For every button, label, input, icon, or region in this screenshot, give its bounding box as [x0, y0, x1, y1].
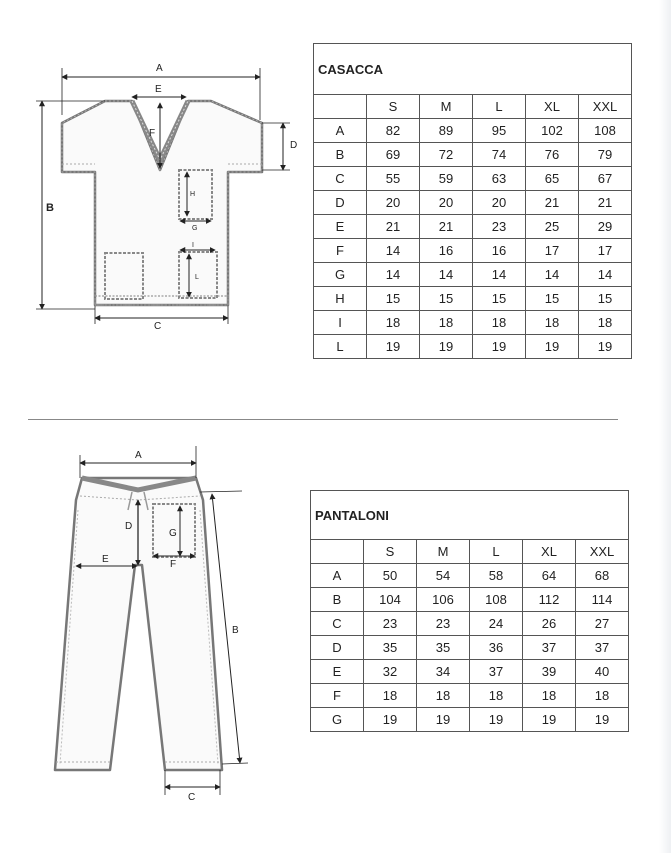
- header-cell: XL: [526, 95, 579, 119]
- table-cell: 23: [417, 612, 470, 636]
- row-label: G: [311, 708, 364, 732]
- table-cell: 15: [367, 287, 420, 311]
- table-cell: 21: [367, 215, 420, 239]
- page-edge-shade: [659, 0, 671, 853]
- table-cell: 40: [576, 660, 629, 684]
- table-row: [314, 167, 632, 191]
- table-cell: 18: [576, 684, 629, 708]
- table-cell: 106: [417, 588, 470, 612]
- table-row: [314, 287, 632, 311]
- table-cell: 19: [420, 335, 473, 359]
- table-cell: 14: [526, 263, 579, 287]
- table-cell: 17: [526, 239, 579, 263]
- table-cell: 14: [579, 263, 632, 287]
- table-title: CASACCA: [314, 44, 632, 95]
- table-cell: 16: [420, 239, 473, 263]
- dim-label-e: E: [102, 554, 109, 565]
- table-cell: 20: [367, 191, 420, 215]
- table-row: [314, 119, 632, 143]
- table-cell: 63: [473, 167, 526, 191]
- table-cell: 108: [470, 588, 523, 612]
- dim-label-e: E: [155, 84, 162, 95]
- dim-label-f: F: [149, 128, 156, 139]
- row-label: D: [311, 636, 364, 660]
- table-cell: 15: [473, 287, 526, 311]
- table-cell: 69: [367, 143, 420, 167]
- table-title-row: [314, 44, 632, 95]
- dim-label-i: I: [192, 242, 194, 249]
- header-cell: L: [470, 540, 523, 564]
- header-cell: [314, 95, 367, 119]
- table-cell: 72: [420, 143, 473, 167]
- table-cell: 19: [364, 708, 417, 732]
- table-cell: 19: [523, 708, 576, 732]
- dim-label-g: G: [192, 225, 198, 232]
- table-cell: 58: [470, 564, 523, 588]
- table-cell: 18: [523, 684, 576, 708]
- row-label: B: [314, 143, 367, 167]
- table-row: [311, 684, 629, 708]
- table-cell: 18: [579, 311, 632, 335]
- table-cell: 19: [579, 335, 632, 359]
- table-cell: 64: [523, 564, 576, 588]
- row-label: H: [314, 287, 367, 311]
- dim-label-l: L: [195, 274, 199, 281]
- row-label: C: [311, 612, 364, 636]
- table-cell: 34: [417, 660, 470, 684]
- table-cell: 17: [579, 239, 632, 263]
- table-row: [314, 191, 632, 215]
- table-cell: 26: [523, 612, 576, 636]
- dim-label-f: F: [170, 559, 177, 570]
- table-row: [311, 612, 629, 636]
- header-cell: M: [420, 95, 473, 119]
- table-cell: 114: [576, 588, 629, 612]
- pantaloni-diagram: [0, 0, 300, 853]
- dim-label-c: C: [188, 792, 196, 803]
- row-label: F: [311, 684, 364, 708]
- dim-label-g: G: [169, 528, 177, 539]
- table-row: [314, 311, 632, 335]
- row-label: E: [311, 660, 364, 684]
- row-label: E: [314, 215, 367, 239]
- table-row: [311, 708, 629, 732]
- dim-label-h: H: [190, 191, 196, 198]
- table-cell: 18: [526, 311, 579, 335]
- table-cell: 15: [579, 287, 632, 311]
- table-cell: 39: [523, 660, 576, 684]
- table-cell: 18: [470, 684, 523, 708]
- table-cell: 19: [526, 335, 579, 359]
- table-cell: 37: [470, 660, 523, 684]
- table-cell: 55: [367, 167, 420, 191]
- row-label: A: [311, 564, 364, 588]
- table-cell: 35: [364, 636, 417, 660]
- header-cell: XXL: [576, 540, 629, 564]
- table-row: [314, 215, 632, 239]
- header-cell: [311, 540, 364, 564]
- table-cell: 95: [473, 119, 526, 143]
- casacca-size-table: [313, 43, 632, 359]
- header-cell: M: [417, 540, 470, 564]
- row-label: F: [314, 239, 367, 263]
- table-cell: 82: [367, 119, 420, 143]
- table-cell: 108: [579, 119, 632, 143]
- table-cell: 59: [420, 167, 473, 191]
- table-cell: 21: [420, 215, 473, 239]
- table-cell: 54: [417, 564, 470, 588]
- table-row: [311, 660, 629, 684]
- table-cell: 112: [523, 588, 576, 612]
- table-cell: 20: [420, 191, 473, 215]
- table-cell: 18: [420, 311, 473, 335]
- dim-label-c: C: [154, 321, 162, 332]
- row-label: B: [311, 588, 364, 612]
- header-cell: XXL: [579, 95, 632, 119]
- table-cell: 18: [367, 311, 420, 335]
- table-cell: 68: [576, 564, 629, 588]
- table-cell: 104: [364, 588, 417, 612]
- table-cell: 37: [523, 636, 576, 660]
- dim-label-a: A: [156, 63, 163, 74]
- table-cell: 16: [473, 239, 526, 263]
- table-cell: 14: [473, 263, 526, 287]
- table-cell: 29: [579, 215, 632, 239]
- table-row: [314, 335, 632, 359]
- table-cell: 15: [420, 287, 473, 311]
- table-cell: 21: [526, 191, 579, 215]
- table-header-row: [311, 540, 629, 564]
- table-cell: 102: [526, 119, 579, 143]
- table-cell: 14: [367, 239, 420, 263]
- table-row: [311, 636, 629, 660]
- table-row: [311, 588, 629, 612]
- header-cell: XL: [523, 540, 576, 564]
- table-cell: 67: [579, 167, 632, 191]
- table-cell: 19: [576, 708, 629, 732]
- table-header-row: [314, 95, 632, 119]
- table-cell: 19: [470, 708, 523, 732]
- row-label: I: [314, 311, 367, 335]
- row-label: D: [314, 191, 367, 215]
- header-cell: S: [367, 95, 420, 119]
- table-title: PANTALONI: [311, 491, 629, 540]
- table-cell: 74: [473, 143, 526, 167]
- table-cell: 19: [367, 335, 420, 359]
- table-title-row: [311, 491, 629, 540]
- table-row: [314, 263, 632, 287]
- table-cell: 18: [473, 311, 526, 335]
- table-cell: 36: [470, 636, 523, 660]
- dim-label-d: D: [125, 521, 133, 532]
- table-cell: 14: [367, 263, 420, 287]
- pantaloni-size-table: [310, 490, 629, 732]
- table-cell: 19: [473, 335, 526, 359]
- table-cell: 50: [364, 564, 417, 588]
- table-cell: 35: [417, 636, 470, 660]
- table-cell: 23: [473, 215, 526, 239]
- row-label: G: [314, 263, 367, 287]
- table-cell: 37: [576, 636, 629, 660]
- table-cell: 18: [417, 684, 470, 708]
- table-cell: 21: [579, 191, 632, 215]
- table-cell: 24: [470, 612, 523, 636]
- table-cell: 89: [420, 119, 473, 143]
- dim-label-d: D: [290, 140, 298, 151]
- row-label: A: [314, 119, 367, 143]
- header-cell: S: [364, 540, 417, 564]
- table-row: [314, 239, 632, 263]
- dim-label-b: B: [232, 625, 239, 636]
- table-cell: 18: [364, 684, 417, 708]
- dim-label-b: B: [46, 202, 54, 214]
- table-cell: 14: [420, 263, 473, 287]
- table-cell: 79: [579, 143, 632, 167]
- header-cell: L: [473, 95, 526, 119]
- table-cell: 15: [526, 287, 579, 311]
- dim-label-a: A: [135, 450, 142, 461]
- table-row: [314, 143, 632, 167]
- table-cell: 65: [526, 167, 579, 191]
- table-cell: 23: [364, 612, 417, 636]
- table-cell: 25: [526, 215, 579, 239]
- table-cell: 20: [473, 191, 526, 215]
- row-label: L: [314, 335, 367, 359]
- table-row: [311, 564, 629, 588]
- row-label: C: [314, 167, 367, 191]
- table-cell: 19: [417, 708, 470, 732]
- table-cell: 27: [576, 612, 629, 636]
- table-cell: 32: [364, 660, 417, 684]
- table-cell: 76: [526, 143, 579, 167]
